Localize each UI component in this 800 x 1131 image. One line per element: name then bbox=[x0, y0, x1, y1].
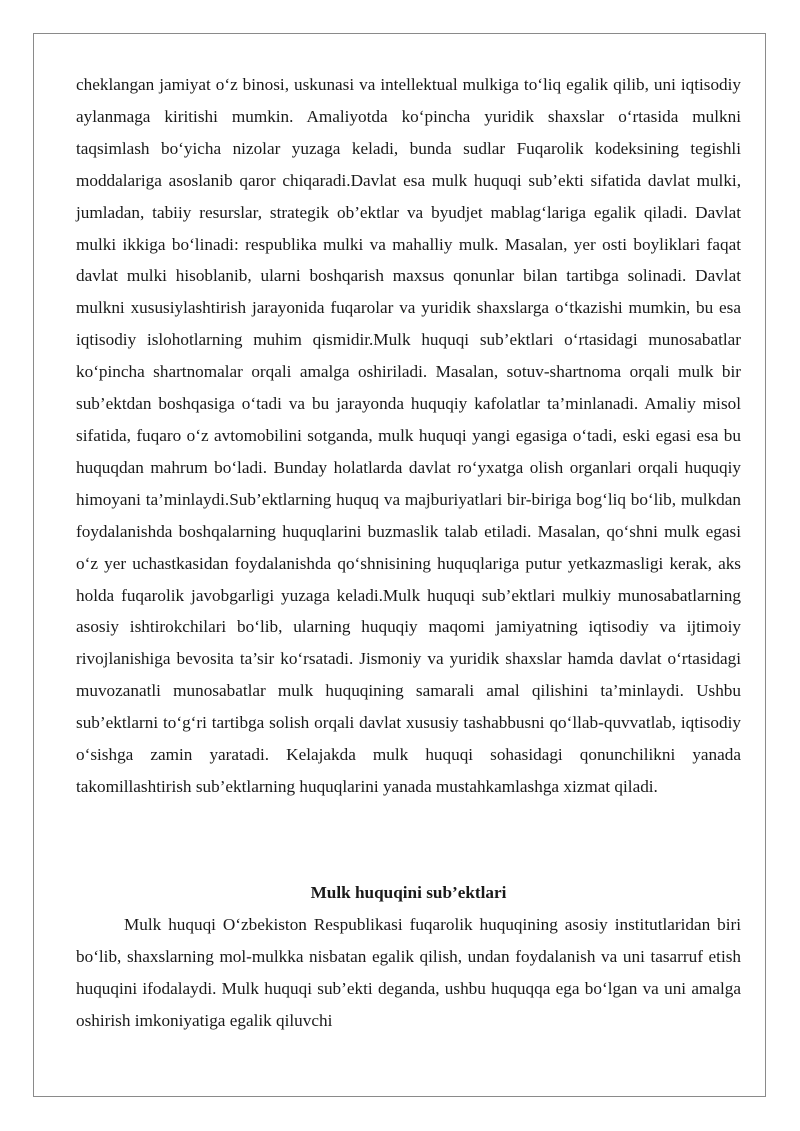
document-body bbox=[76, 69, 741, 803]
section-heading: Mulk huquqini sub’ektlari bbox=[310, 883, 507, 902]
body-paragraph: cheklangan jamiyat o‘z binosi, uskunasi va intellektual mulkiga to‘liq egalik qilib, uni iqtisodiy aylanmaga kiritishi mumkin. Amaliyotda ko‘pincha yuridik shaxslar o‘rtasida mulkni taqsimlash bo‘yicha nizolar yuzaga keladi, bunda sudlar Fuqarolik kodeksining tegishli moddalariga asoslanib qaror chiqaradi.Davlat esa mulk huquqi sub’ekti sifatida davlat mulki, jumladan, tabiiy resurslar, strategik ob’ektlar va byudjet mablag‘lariga egalik qiladi. Davlat mulki ikkiga bo‘linadi: respublika mulki va mahalliy mulk. Masalan, yer osti boyliklari faqat davlat mulki hisoblanib, ularni boshqarish maxsus qonunlar bilan tartibga solinadi. Davlat mulkni xususiylashtirish jarayonida fuqarolar va yuridik shaxslarga o‘tkazishi mumkin, bu esa iqtisodiy islohotlarning muhim qismidir.Mulk huquqi sub’ektlari o‘rtasidagi munosabatlar ko‘pincha shartnomalar orqali amalga oshiriladi. Masalan, sotuv-shartnoma orqali mulk bir sub’ektdan boshqasiga o‘tadi va bu jarayonda huquqiy kafolatlar ta’minlanadi. Amaliy misol sifatida, fuqaro o‘z avtomobilini sotganda, mulk huquqi yangi egasiga o‘tadi, eski egasi esa bu huquqdan mahrum bo‘ladi. Bunday holatlarda davlat ro‘yxatga olish organlari orqali huquqiy himoyani ta’minlaydi.Sub’ektlarning huquq va majburiyatlari bir-biriga bog‘liq bo‘lib, mulkdan foydalanishda boshqalarning huquqlarini buzmaslik talab etiladi. Masalan, qo‘shni mulk egasi o‘z yer uchastkasidan foydalanishda qo‘shnisining huquqlariga putur yetkazmasligi kerak, aks holda fuqarolik javobgarligi yuzaga keladi.Mulk huquqi sub’ektlari mulkiy munosabatlarning asosiy ishtirokchilari bo‘lib, ularning huquqiy maqomi jamiyatning iqtisodiy va ijtimoiy rivojlanishiga bevosita ta’sir ko‘rsatadi. Jismoniy va yuridik shaxslar hamda davlat o‘rtasidagi muvozanatli munosabatlar mulk huquqining samarali amal qilishini ta’minlaydi. Ushbu sub’ektlarni to‘g‘ri tartibga solish orqali davlat xususiy tashabbusni qo‘llab-quvvatlab, iqtisodiy o‘sishga zamin yaratadi. Kelajakda mulk huquqi sohasidagi qonunchilikni yanada takomillashtirish sub’ektlarning huquqlarini yanada mustahkamlashga xizmat qiladi. bbox=[76, 75, 741, 796]
section-body bbox=[76, 909, 741, 1037]
section-paragraph: Mulk huquqi O‘zbekiston Respublikasi fuqarolik huquqining asosiy institutlaridan biri bo‘lib, shaxslarning mol-mulkka nisbatan egalik qilish, undan foydalanish va uni tasarruf etish huquqini ifodalaydi. Mulk huquqi sub’ekti deganda, ushbu huquqqa ega bo‘lgan va uni amalga oshirish imkoniyatiga egalik qiluvchi bbox=[76, 915, 741, 1030]
